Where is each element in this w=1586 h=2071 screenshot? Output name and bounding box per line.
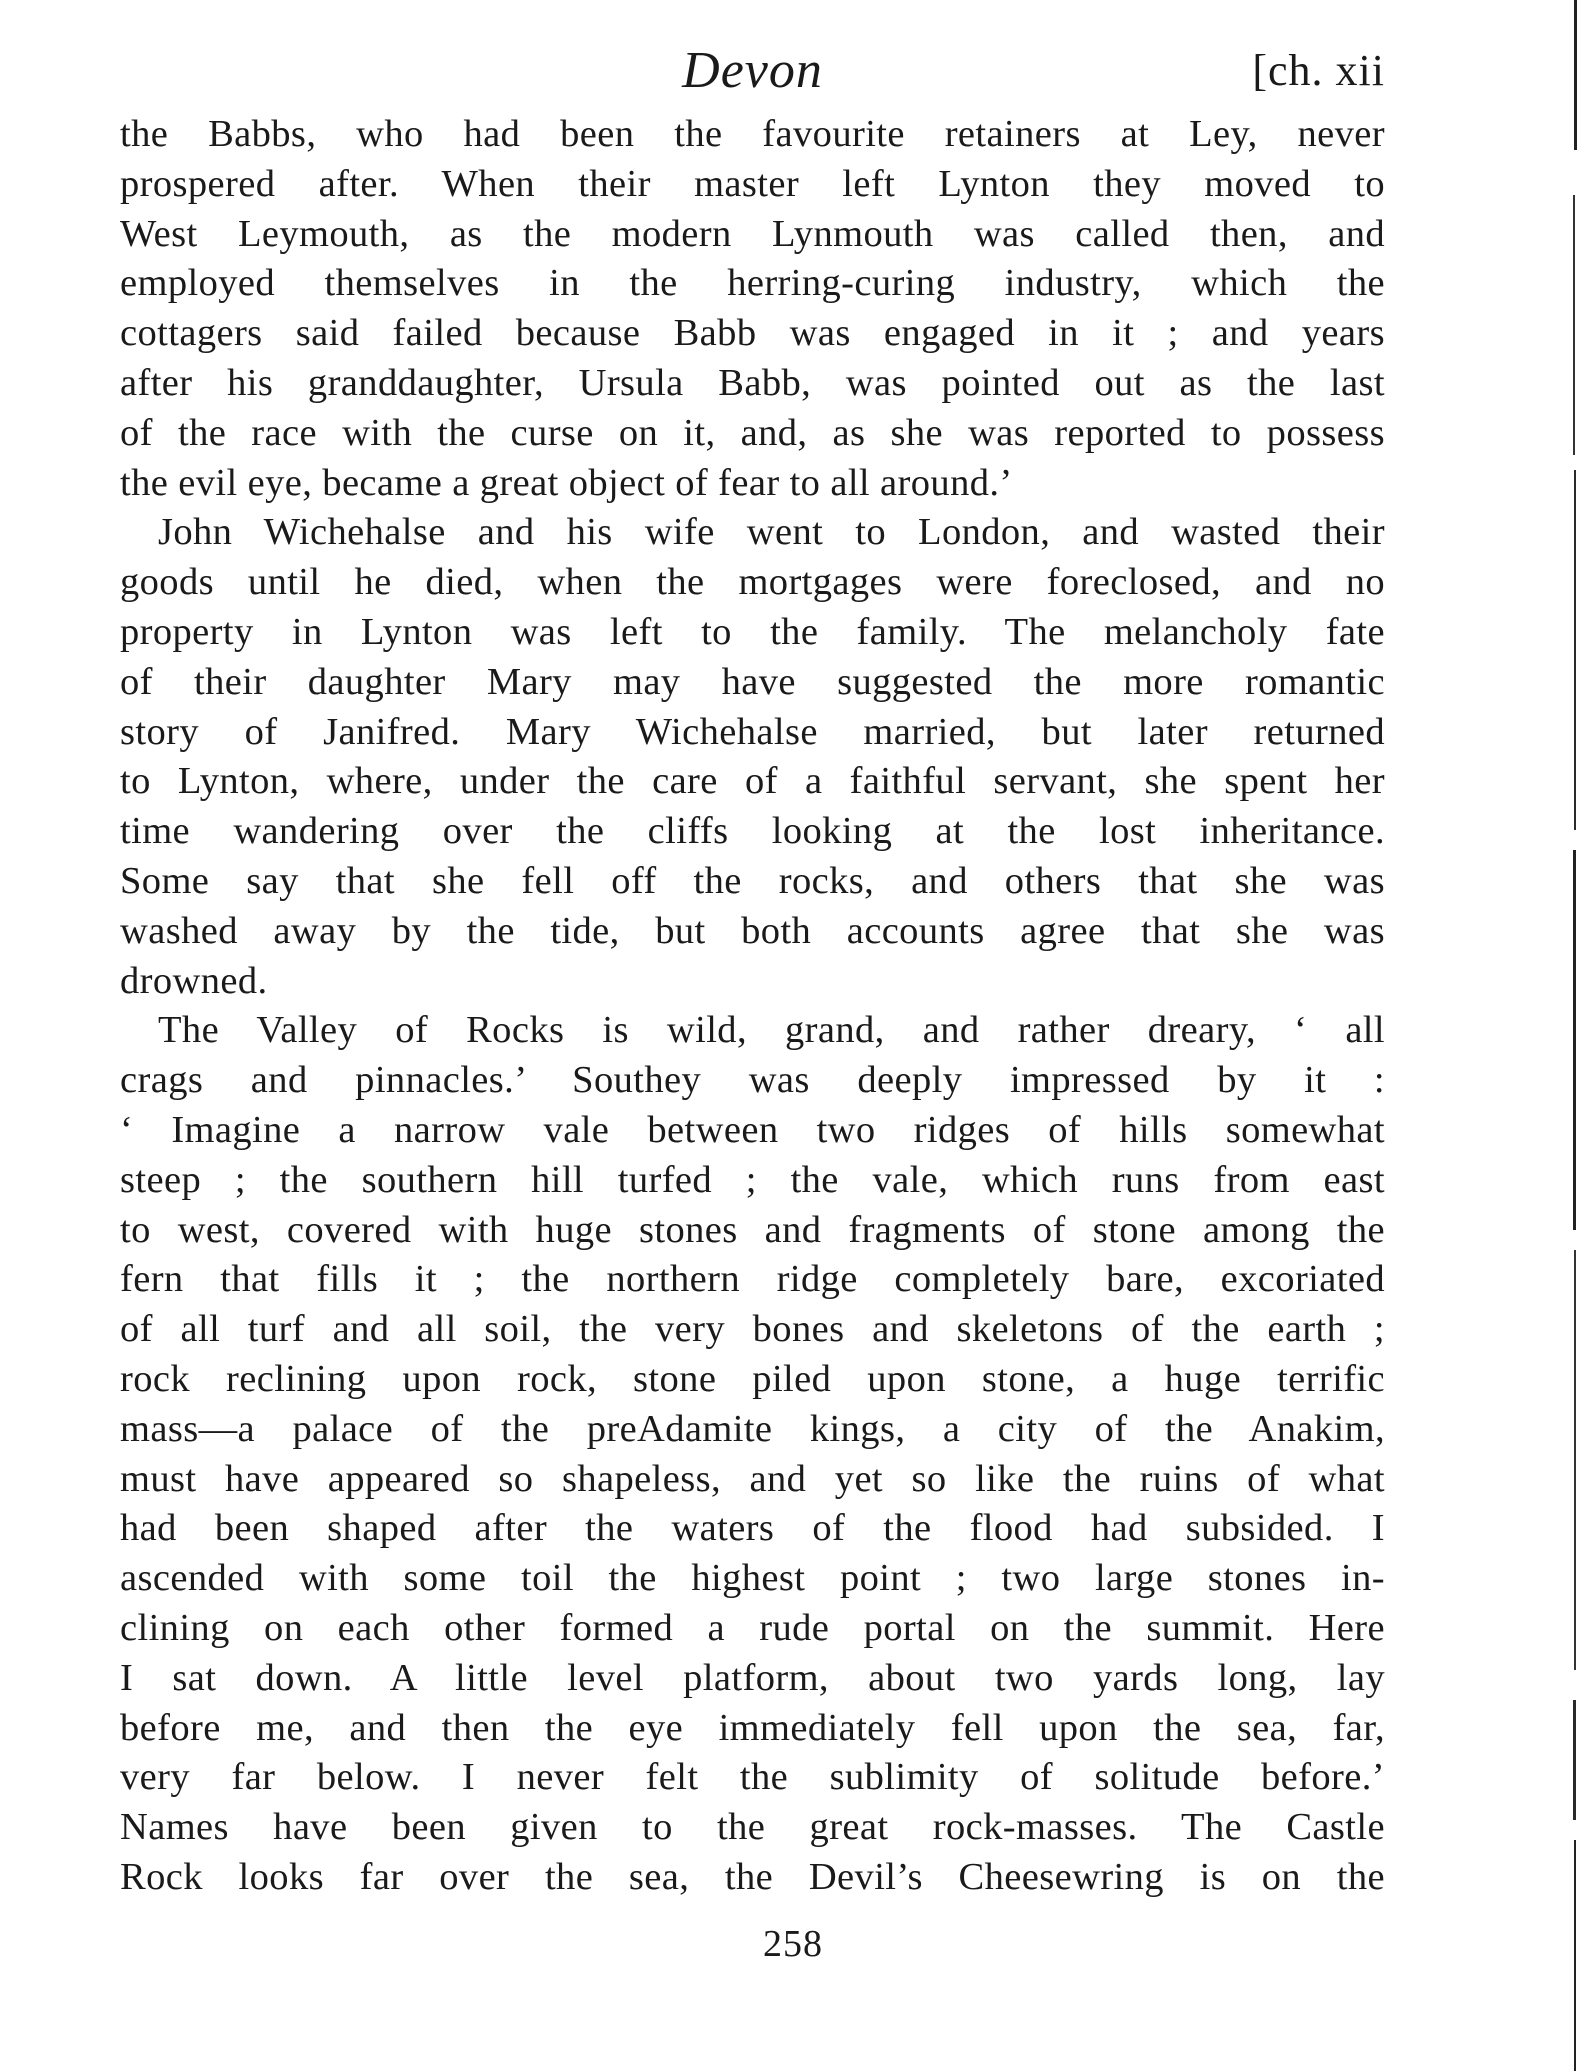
text-line: the evil eye, became a great object of fear to all around.’	[120, 461, 1013, 504]
text-line: I sat down. A little level platform, about two yards long, lay	[120, 1656, 1385, 1699]
text-line: Names have been given to the great rock-masses. The Castle	[120, 1806, 1385, 1849]
text-line: Rock looks far over the sea, the Devil’s Cheesewring is on the	[120, 1855, 1385, 1898]
text-line: West Leymouth, as the modern Lynmouth was called then, and	[120, 212, 1385, 255]
text-line: the Babbs, who had been the favourite retainers at Ley, never	[120, 113, 1385, 155]
text-line: story of Janifred. Mary Wichehalse married, but later returned	[120, 710, 1385, 753]
text-line: mass—a palace of the preAdamite kings, a city of the Anakim,	[120, 1407, 1385, 1450]
text-line: crags and pinnacles.’ Southey was deeply impressed by it :	[120, 1059, 1385, 1102]
text-line: property in Lynton was left to the family. The melancholy fate	[120, 610, 1385, 653]
text-line: time wandering over the cliffs looking at the lost inheritance.	[120, 810, 1385, 853]
body-text	[120, 110, 1385, 1903]
text-line: ‘ Imagine a narrow vale between two ridges of hills somewhat	[120, 1108, 1385, 1151]
text-line: of their daughter Mary may have suggested the more romantic	[120, 660, 1385, 703]
text-line: Some say that she fell off the rocks, and others that she was	[120, 859, 1385, 902]
text-line: before me, and then the eye immediately fell upon the sea, far,	[120, 1706, 1385, 1749]
text-line: John Wichehalse and his wife went to London, and wasted their	[158, 511, 1385, 554]
text-line: of all turf and all soil, the very bones and skeletons of the earth ;	[120, 1308, 1385, 1351]
scan-edge-shadow	[1550, 0, 1586, 2071]
text-line: prospered after. When their master left Lynton they moved to	[120, 162, 1385, 205]
text-line: to Lynton, where, under the care of a faithful servant, she spent her	[120, 760, 1385, 803]
text-line: washed away by the tide, but both accounts agree that she was	[120, 909, 1385, 952]
text-line: cottagers said failed because Babb was engaged in it ; and years	[120, 312, 1385, 355]
page-header	[120, 36, 1385, 106]
running-title: Devon	[682, 42, 823, 99]
text-line: steep ; the southern hill turfed ; the vale, which runs from east	[120, 1158, 1385, 1201]
text-line: must have appeared so shapeless, and yet so like the ruins of what	[120, 1457, 1385, 1500]
chapter-reference: [ch. xii	[1252, 46, 1385, 95]
text-line: goods until he died, when the mortgages were foreclosed, and no	[120, 561, 1385, 604]
text-line: fern that fills it ; the northern ridge completely bare, excoriated	[120, 1258, 1385, 1301]
text-line: clining on each other formed a rude portal on the summit. Here	[120, 1606, 1385, 1649]
page-number: 258	[763, 1923, 823, 1965]
text-line: rock reclining upon rock, stone piled upon stone, a huge terrific	[120, 1357, 1385, 1400]
text-line: had been shaped after the waters of the flood had subsided. I	[120, 1507, 1385, 1550]
text-line: of the race with the curse on it, and, as she was reported to possess	[120, 411, 1385, 454]
paragraph	[120, 508, 1385, 1006]
text-line: employed themselves in the herring-curing industry, which the	[120, 262, 1385, 305]
scan-edge-marks	[1550, 0, 1586, 2071]
text-line: drowned.	[120, 959, 268, 1002]
text-line: very far below. I never felt the sublimity of solitude before.’	[120, 1756, 1385, 1799]
text-line: after his granddaughter, Ursula Babb, was pointed out as the last	[120, 361, 1385, 404]
text-line: ascended with some toil the highest point ; two large stones in-	[120, 1557, 1385, 1600]
paragraph	[120, 1006, 1385, 1902]
text-line: to west, covered with huge stones and fragments of stone among the	[120, 1208, 1385, 1251]
paragraph	[120, 110, 1385, 508]
text-line: The Valley of Rocks is wild, grand, and rather dreary, ‘ all	[158, 1009, 1385, 1052]
